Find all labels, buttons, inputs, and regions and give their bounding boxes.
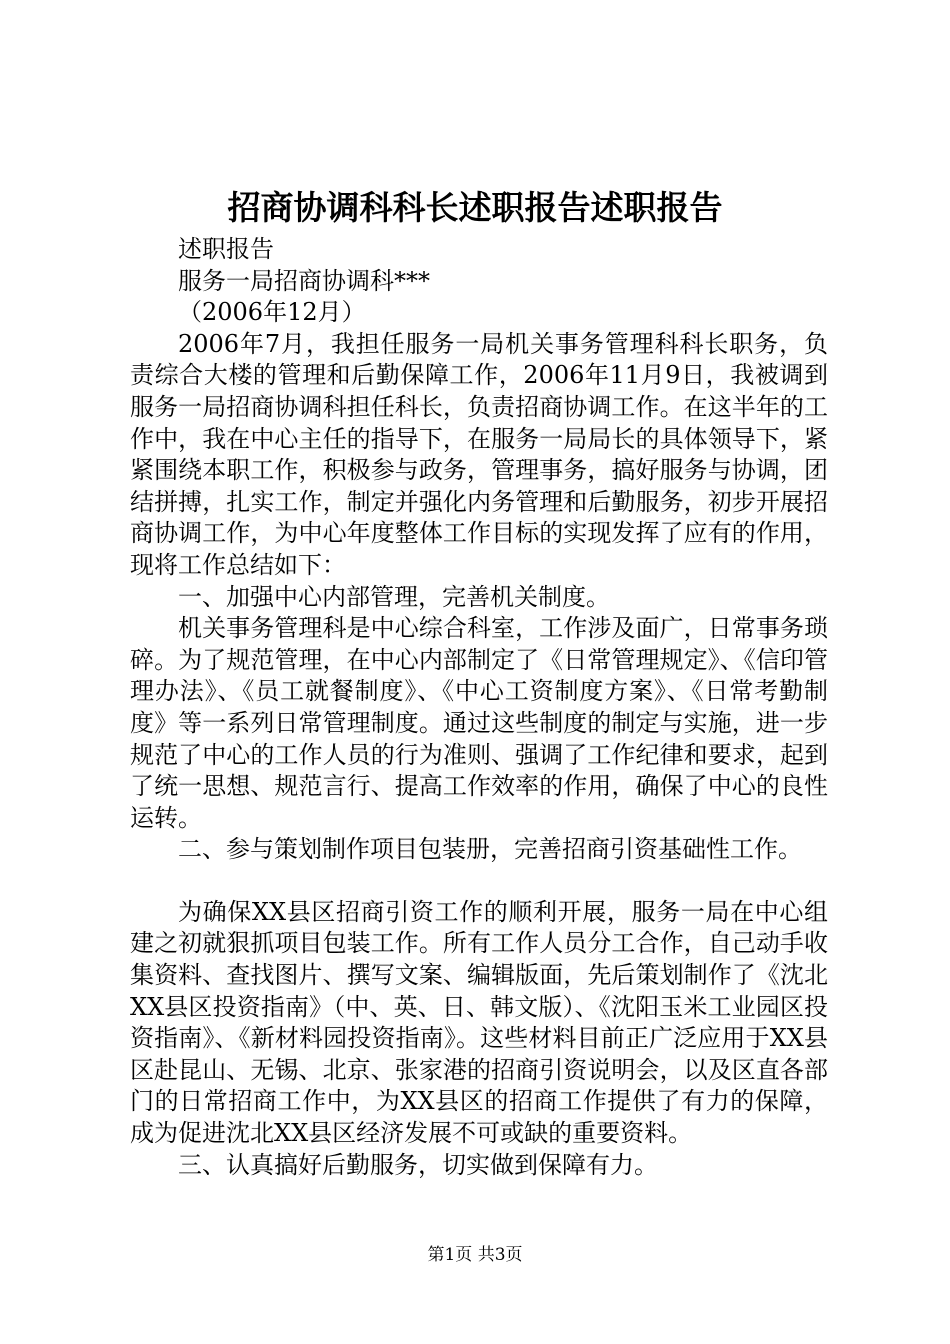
paragraph-heading: 述职报告	[178, 235, 274, 263]
paragraph-department: 服务一局招商协调科***	[178, 266, 430, 295]
document-body	[130, 234, 828, 1181]
section-heading-2: 二、参与策划制作项目包装册，完善招商引资基础性工作。	[178, 835, 802, 864]
document-title: 招商协调科科长述职报告述职报告	[227, 188, 723, 227]
paragraph-intro: 2006年7月，我担任服务一局机关事务管理科科长职务，负责综合大楼的管理和后勤保障工作，2006年11月9日，我被调到服务一局招商协调科担任科长，负责招商协调工作。在这半年的工作中，我在中心主任的指导下，在服务一局局长的具体领导下，紧紧围绕本职工作，积极参与政务，管理事务，搞好服务与协调，团结拼搏，扎实工作，制定并强化内务管理和后勤服务，初步开展招商协调工作，为中心年度整体工作目标的实现发挥了应有的作用，现将工作总结如下：	[130, 329, 828, 579]
section-heading-1: 一、加强中心内部管理，完善机关制度。	[178, 582, 610, 611]
section-heading-3: 三、认真搞好后勤服务，切实做到保障有力。	[178, 1150, 658, 1179]
paragraph-section-1: 机关事务管理科是中心综合科室，工作涉及面广，日常事务琐碎。为了规范管理，在中心内部制定了《日常管理规定》、《信印管理办法》、《员工就餐制度》、《中心工资制度方案》、《日常考勤制度》等一系列日常管理制度。通过这些制度的制定与实施，进一步规范了中心的工作人员的行为准则、强调了工作纪律和要求，起到了统一思想、规范言行、提高工作效率的作用，确保了中心的良性运转。	[130, 614, 828, 832]
paragraph-section-2: 为确保XX县区招商引资工作的顺利开展，服务一局在中心组建之初就狠抓项目包装工作。所有工作人员分工合作，自己动手收集资料、查找图片、撰写文案、编辑版面，先后策划制作了《沈北XX县区投资指南》（中、英、日、韩文版）、《沈阳玉米工业园区投资指南》、《新材料园投资指南》。这些材料目前正广泛应用于XX县区赴昆山、无锡、北京、张家港的招商引资说明会，以及区直各部门的日常招商工作中，为XX县区的招商工作提供了有力的保障，成为促进沈北XX县区经济发展不可或缺的重要资料。	[130, 897, 828, 1148]
paragraph-date: （2006年12月）	[178, 298, 366, 327]
page-footer: 第1页 共3页	[427, 1245, 523, 1265]
